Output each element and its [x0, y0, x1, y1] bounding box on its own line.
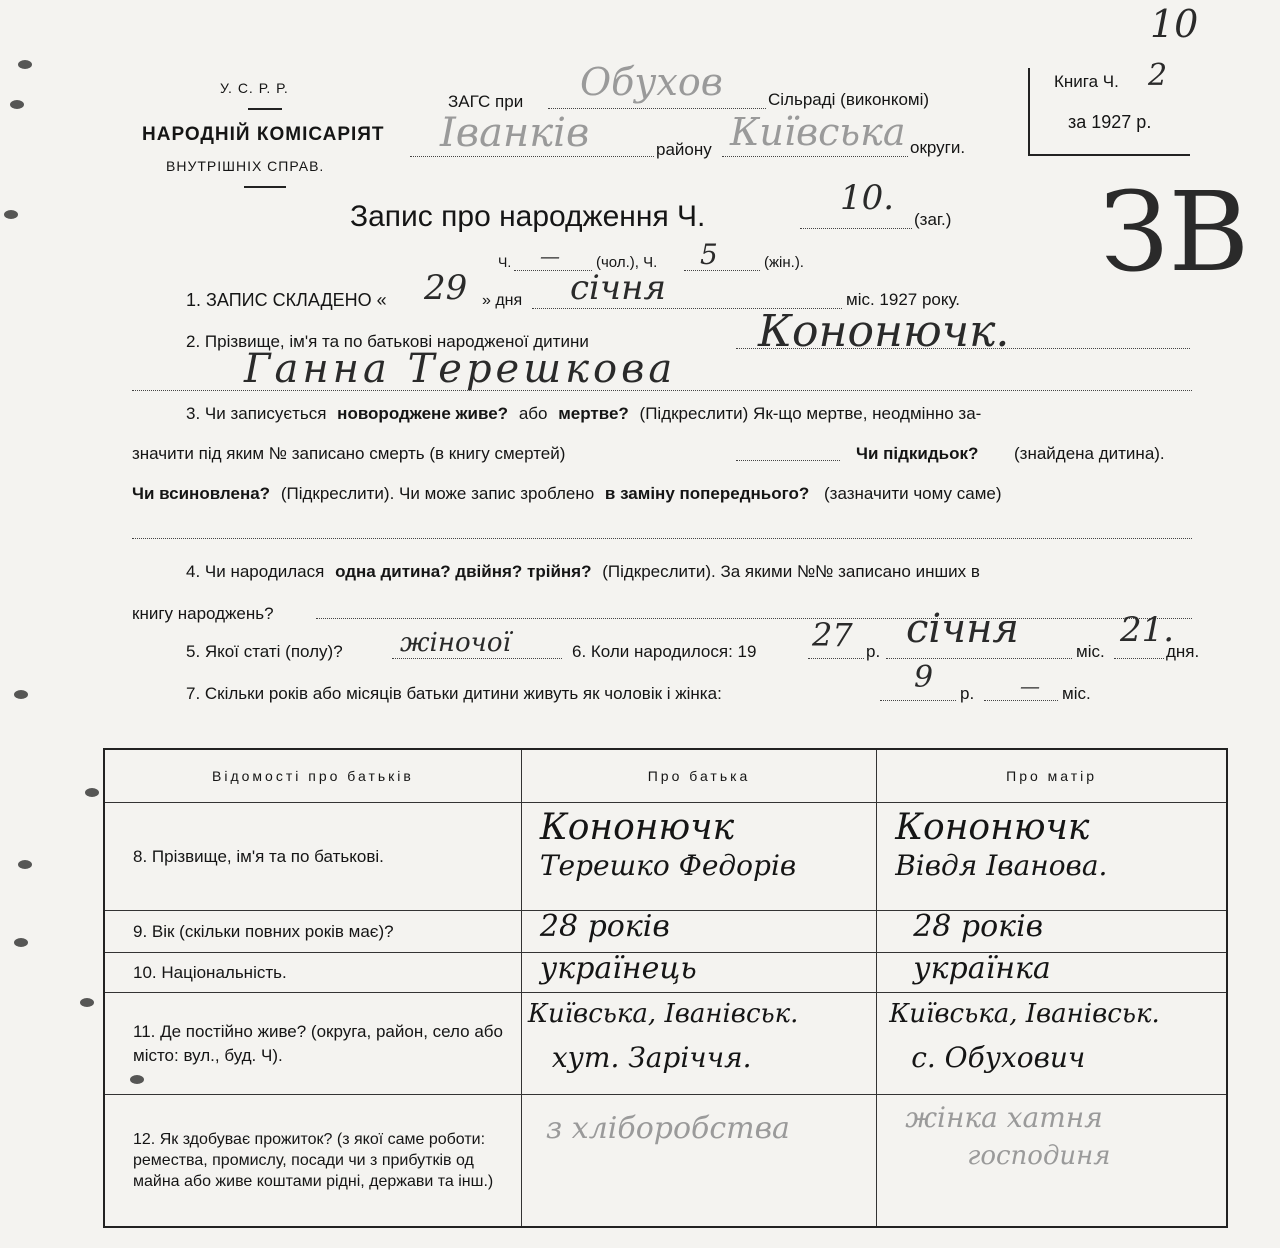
- f4-text: 4. Чи народилася: [186, 562, 325, 581]
- f3-rest1: (Підкреслити) Як-що мертве, неодмінно за-: [639, 404, 982, 423]
- f7-label: 7. Скільки років або місяців батьки дитини живуть як чоловік і жінка:: [186, 684, 722, 703]
- mother-line-1: Київська, Іванівськ.: [889, 999, 1160, 1029]
- record-number: 10.: [840, 178, 895, 218]
- table-row: [104, 803, 1227, 911]
- punch-hole: [18, 60, 32, 69]
- f7-mis: міс.: [1062, 684, 1091, 703]
- female-line: [684, 270, 760, 271]
- header-info: Відомості про батьків: [104, 749, 521, 803]
- mother-cell: [877, 993, 1227, 1095]
- f7-years: 9: [914, 660, 934, 695]
- parents-table: [103, 748, 1228, 1228]
- book-year: за 1927 р.: [1068, 112, 1152, 132]
- f5-line: [392, 658, 562, 659]
- punch-hole: [80, 998, 94, 1007]
- mother-cell: [877, 803, 1227, 911]
- f3-or: або: [518, 404, 548, 423]
- f6-mis: міс.: [1076, 642, 1105, 661]
- f6-label: 6. Коли народилося: 19: [572, 642, 757, 661]
- f3-line2-text: значити під яким № записано смерть (в книгу смертей): [132, 444, 566, 463]
- f6-dnia: дня.: [1166, 642, 1200, 661]
- father-cell: [521, 1095, 876, 1227]
- district-value: Іванків: [440, 110, 590, 156]
- mother-line-1: Кононючк: [895, 807, 1090, 848]
- father-line-1: Кононючк: [539, 807, 735, 848]
- father-line-1: з хліборобства: [545, 1111, 790, 1146]
- f5-value: жіночої: [400, 628, 511, 658]
- f7-months-line: [984, 700, 1058, 701]
- f4-line1: [186, 562, 980, 582]
- header-internal: ВНУТРІШНІХ СПРАВ.: [166, 158, 325, 174]
- father-cell: [521, 993, 876, 1095]
- record-suffix: (заг.): [914, 210, 952, 229]
- record-number-line: [800, 228, 912, 229]
- f3-why: (зазначити чому саме): [823, 484, 1002, 503]
- table-row: [104, 1095, 1227, 1227]
- f3-line3: [132, 484, 1002, 504]
- father-cell: [521, 803, 876, 911]
- table-row: [104, 993, 1227, 1095]
- mother-cell: [877, 911, 1227, 953]
- corner-number: 10: [1150, 2, 1199, 46]
- f1-mid: » дня: [482, 292, 523, 309]
- row-question: 8. Прізвище, ім'я та по батькові.: [104, 803, 521, 911]
- f7-r: р.: [960, 684, 975, 703]
- f6-day-line: [1114, 658, 1164, 659]
- father-line-1: українець: [539, 951, 697, 986]
- f6-month-line: [886, 658, 1072, 659]
- mother-line-1: 28 років: [913, 909, 1044, 944]
- book-value: 2: [1148, 58, 1168, 93]
- record-title: Запис про народження Ч.: [350, 200, 706, 233]
- f6-year: 27: [812, 616, 853, 654]
- zags-value: Обухов: [580, 60, 723, 104]
- f3-replace: в заміну попереднього?: [604, 484, 810, 503]
- okruga-line: [722, 156, 908, 157]
- f7-years-line: [880, 700, 956, 701]
- header-commissariat: НАРОДНІЙ КОМІСАРІЯТ: [142, 124, 385, 145]
- mother-line-2: Вівдя Іванова.: [895, 849, 1108, 882]
- row-question: 9. Вік (скільки повних років має)?: [104, 911, 521, 953]
- f1-day: 29: [424, 268, 468, 308]
- table-row: [104, 911, 1227, 953]
- f6-day: 21.: [1120, 610, 1175, 650]
- f7-months: —: [1020, 674, 1040, 698]
- f6-year-line: [808, 658, 864, 659]
- male-label: Ч.: [498, 254, 512, 270]
- punch-hole: [4, 210, 18, 219]
- punch-hole: [10, 100, 24, 109]
- f6-r: р.: [866, 642, 881, 661]
- header-divider: [244, 186, 286, 188]
- row-question: 10. Національність.: [104, 953, 521, 993]
- father-line-2: хут. Заріччя.: [551, 1041, 752, 1074]
- f4-line2: книгу народжень?: [132, 604, 274, 623]
- f3-line1: [186, 404, 981, 424]
- f2-label: 2. Прізвище, ім'я та по батькові народженої дитини: [186, 332, 589, 351]
- female-value: 5: [700, 238, 718, 271]
- father-line-1: Київська, Іванівськ.: [527, 999, 799, 1029]
- mother-cell: [877, 953, 1227, 993]
- punch-hole: [14, 690, 28, 699]
- mother-line-2: с. Обухович: [911, 1041, 1086, 1074]
- punch-hole: [18, 860, 32, 869]
- f1-end: міс. 1927 року.: [846, 290, 961, 309]
- header-father: Про батька: [521, 749, 876, 803]
- mother-line-1: українка: [913, 951, 1051, 986]
- f6-month: січня: [906, 606, 1019, 652]
- f2-line-2: [132, 390, 1192, 391]
- mother-line-1: жінка хатня: [905, 1101, 1103, 1134]
- f5-label: 5. Якої статі (полу)?: [186, 642, 343, 661]
- table-row: [104, 953, 1227, 993]
- female-suffix: (жін.).: [764, 254, 804, 271]
- header-divider: [248, 108, 282, 110]
- f3-text: 3. Чи записується: [186, 404, 327, 423]
- margin-note: ЗВ: [1100, 168, 1250, 296]
- male-value: —: [540, 244, 560, 268]
- district-label: району: [656, 140, 712, 159]
- f1-label: 1. ЗАПИС СКЛАДЕНО «: [186, 290, 387, 310]
- father-cell: [521, 953, 876, 993]
- f1-month: січня: [570, 268, 666, 308]
- f3-dead: мертве?: [558, 404, 629, 423]
- father-cell: [521, 911, 876, 953]
- zags-label: ЗАГС при: [448, 92, 524, 111]
- father-line-1: 28 років: [539, 909, 670, 944]
- f3-line3-text: (Підкреслити). Чи може запис зроблено: [280, 484, 595, 503]
- row-question: 11. Де постійно живе? (округа, район, село або місто: вул., буд. Ч).: [104, 993, 521, 1095]
- f2-name: Ганна Терешкова: [244, 346, 677, 392]
- header-ussr: У. С. Р. Р.: [220, 80, 289, 96]
- punch-hole: [85, 788, 99, 797]
- father-line-2: Терешко Федорів: [539, 849, 797, 882]
- f4-line2-blank: [316, 618, 1192, 619]
- f3-alive: новороджене живе?: [337, 404, 509, 423]
- district-line: [410, 156, 654, 157]
- punch-hole: [14, 938, 28, 947]
- male-suffix: (чол.), Ч.: [596, 254, 658, 271]
- f3-adopted: Чи всиновлена?: [132, 484, 271, 503]
- f3-found-note: (знайдена дитина).: [1014, 444, 1165, 463]
- book-label: Книга Ч.: [1054, 72, 1119, 91]
- okruga-label: округи.: [910, 138, 966, 157]
- header-mother: Про матір: [877, 749, 1227, 803]
- f4-rest: (Підкреслити). За якими №№ записано инших в: [602, 562, 980, 581]
- row-question: 12. Як здобуває прожиток? (з якої саме роботи: ремества, промислу, посади чи з прибутків од майна або живе коштами рідні, держави та інш.): [104, 1095, 521, 1227]
- f2-line: [736, 348, 1190, 349]
- mother-cell: [877, 1095, 1227, 1227]
- table-header-row: [104, 749, 1227, 803]
- f3-line4-blank: [132, 538, 1192, 539]
- mother-line-2: господиня: [967, 1141, 1111, 1171]
- f3-line2-blank: [736, 460, 840, 461]
- f3-foundling: Чи підкидьок?: [856, 444, 979, 463]
- okruga-value: Київська: [730, 110, 906, 154]
- f4-options: одна дитина? двійня? трійня?: [335, 562, 592, 581]
- council-label: Сільраді (виконкомі): [768, 90, 930, 109]
- zags-line: [548, 108, 766, 109]
- f2-surname: Кононючк.: [758, 306, 1010, 357]
